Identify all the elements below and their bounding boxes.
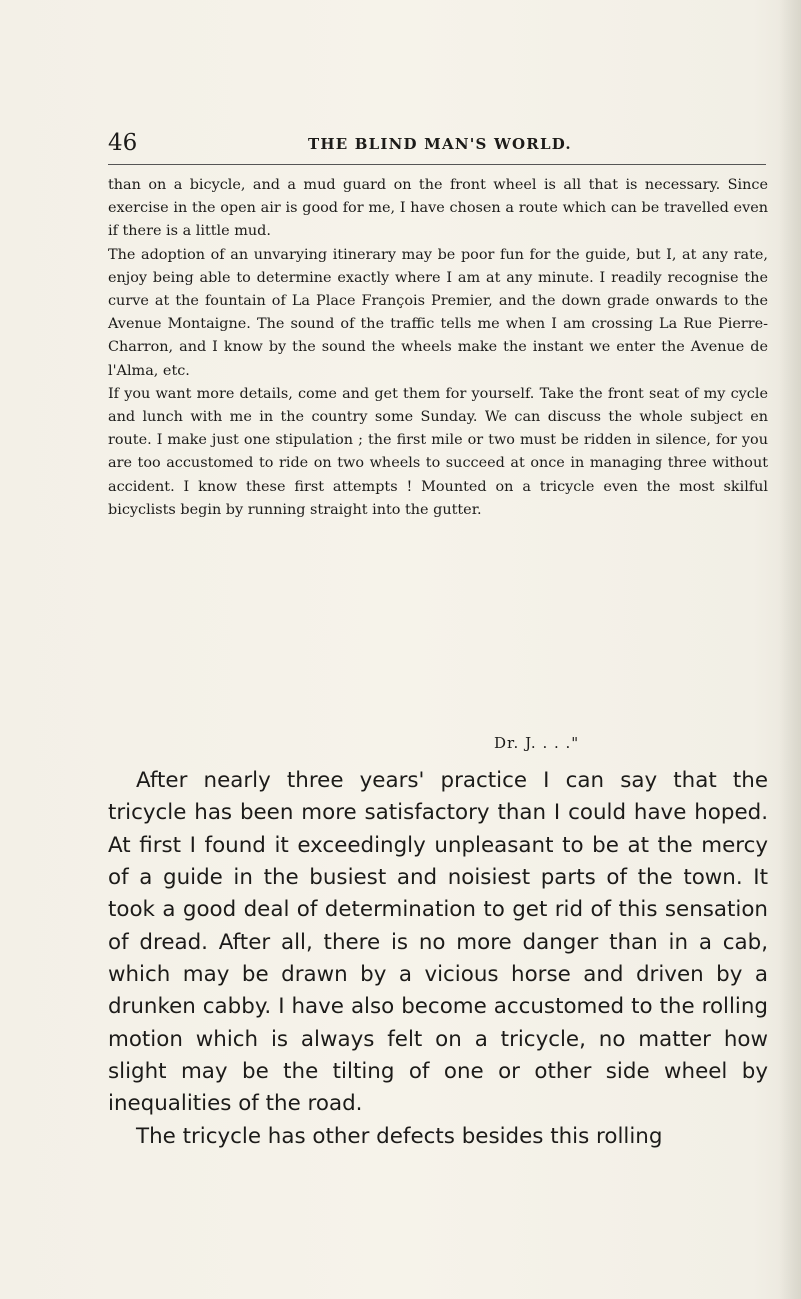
running-title: THE BLIND MAN'S WORLD. [308, 135, 572, 153]
small-paragraph-2: The adoption of an unvarying itinerary may be poor fun for the guide, but I, at any rate, enjoy being able to determine exactly where I am at any minute. I readily recognise the curve at the fountain of La Place François Premier, and the down grade onwards to the Avenue Montaigne. The sound of the traffic tells me when I am crossing La Rue Pierre-Charron, and I know by the sound the wheels make the instant we enter the Avenue de l'Alma, etc. [108, 246, 768, 379]
large-paragraph-1: After nearly three years' practice I can say that the tricycle has been more satisfactory than I could have hoped. At first I found it exceedingly unpleasant to be at the mercy of a guide in the busiest and noisiest parts of the town. It took a good deal of determination to get rid of this sensation of dread. After all, there is no more danger than in a cab, which may be drawn by a vicious horse and driven by a drunken cabby. I have also become accustomed to the rolling motion which is always felt on a tricycle, no matter how slight may be the tilting of one or other side wheel by inequalities of the road. [108, 768, 768, 1117]
small-paragraph-3: If you want more details, come and get them for yourself. Take the front seat of my cycle and lunch with me in the country some Sunday. We can discuss the whole subject en route. I make just one stipulation ; the first mile or two must be ridden in silence, for you are too accustomed to ride on two wheels to succeed at once in managing three without accident. I know these first attempts ! Mounted on a tricycle even the most skilful bicyclists begin by running straight into the gutter. [108, 385, 768, 518]
page-number: 46 [108, 130, 138, 156]
letter-signature: Dr. J. . . ." [494, 734, 580, 752]
large-paragraph-2: The tricycle has other defects besides this rolling [136, 1123, 663, 1149]
page-edge-shadow [779, 0, 801, 1299]
main-text [108, 765, 768, 1153]
page-header [108, 128, 768, 160]
quoted-letter-text [108, 174, 768, 522]
small-paragraph-1: than on a bicycle, and a mud guard on the front wheel is all that is necessary. Since exercise in the open air is good for me, I have chosen a route which can be travelled even if there is a little mud. [108, 177, 768, 240]
header-rule [108, 164, 766, 165]
